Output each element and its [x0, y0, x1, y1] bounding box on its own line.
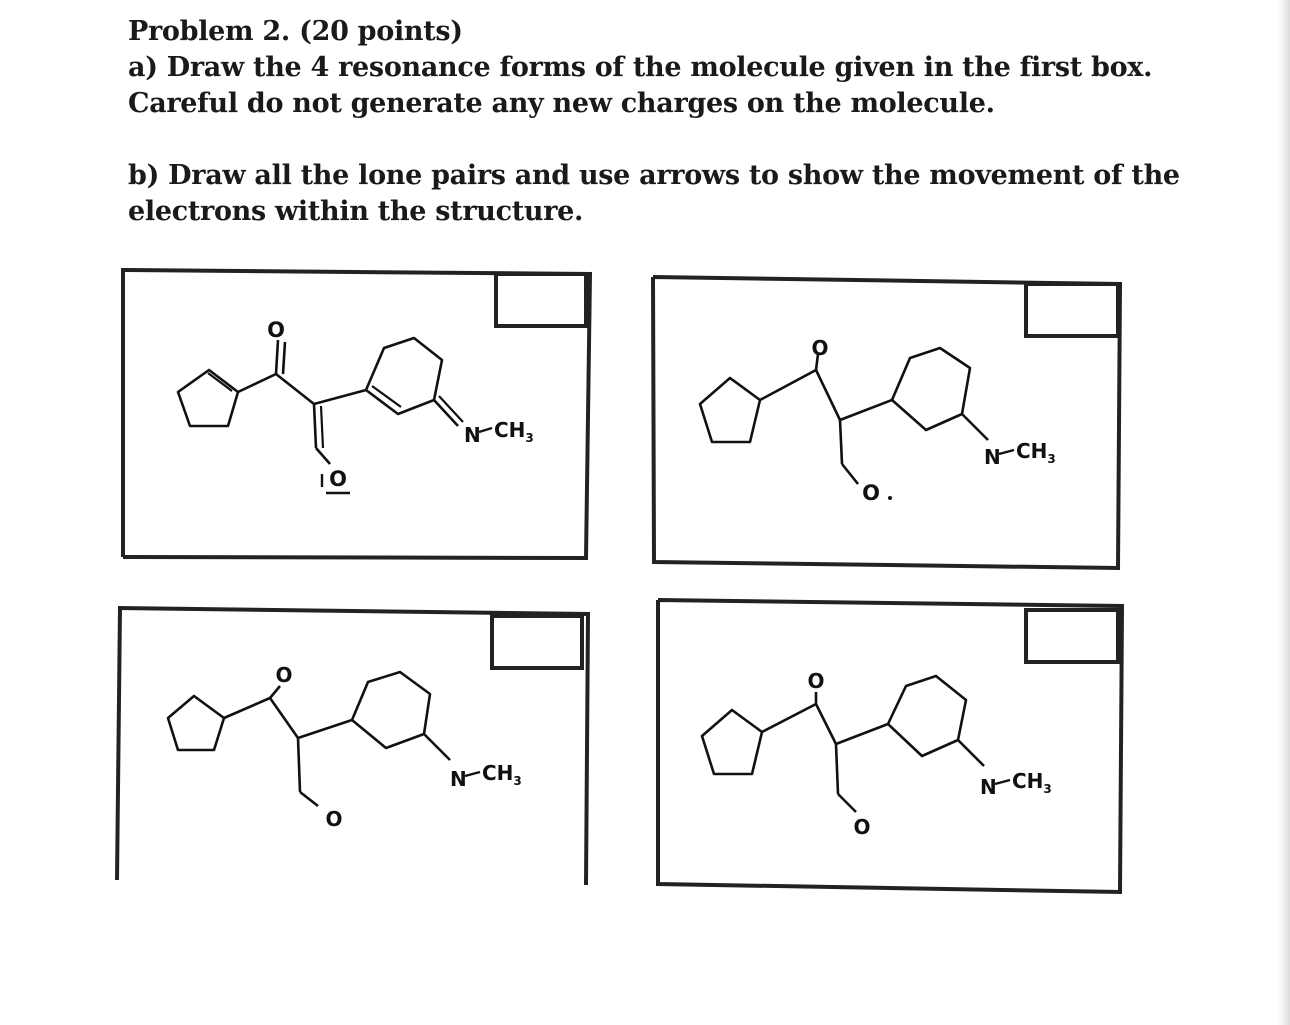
cyclohexyl-ring — [352, 672, 430, 748]
cyclopentyl-ring — [168, 696, 224, 750]
double-bond — [321, 406, 323, 448]
problem-title: Problem 2. (20 points) — [128, 16, 463, 47]
structure-box-4[interactable] — [650, 594, 1130, 894]
carbonyl-oxygen: O — [807, 669, 825, 693]
score-box — [492, 616, 582, 668]
bond — [238, 374, 276, 392]
bond — [836, 724, 888, 744]
bond — [270, 698, 298, 738]
bond — [840, 420, 842, 464]
bond — [836, 744, 838, 794]
carbonyl-oxygen: O — [267, 318, 285, 342]
amine-nitrogen: N — [464, 423, 481, 447]
bond — [276, 374, 314, 404]
methyl-group: $CH_3$ — [1012, 769, 1052, 796]
cyclopentyl-ring — [700, 378, 760, 442]
page-edge-shadow — [1278, 0, 1290, 1025]
structure-box-1[interactable] — [118, 262, 598, 562]
part-a-instruction: a) Draw the 4 resonance forms of the molecule given in the first box. Careful do not generate any new charges on the molecule. — [128, 52, 1153, 119]
part-b-instruction: b) Draw all the lone pairs and use arrows to show the movement of the electrons within the structure. — [128, 160, 1180, 227]
carbonyl-double-bond — [283, 342, 285, 374]
bond — [224, 698, 270, 718]
paragraph-gap — [128, 122, 1248, 158]
score-box — [1026, 284, 1118, 336]
answer-box-frame — [658, 600, 1122, 892]
carbonyl-bond — [270, 686, 280, 698]
n-methyl-bond — [995, 780, 1010, 784]
n-methyl-bond — [999, 450, 1014, 454]
molecule-structure — [700, 348, 988, 484]
bond — [314, 390, 366, 404]
cyclohexyl-ring — [892, 348, 970, 430]
structure-box-2[interactable] — [648, 272, 1128, 572]
problem-statement — [128, 14, 1248, 230]
ether-oxygen: O — [329, 467, 347, 491]
bond — [838, 794, 856, 812]
answer-box-frame — [117, 608, 588, 885]
amine-nitrogen: N — [450, 767, 467, 791]
lone-pair-dot — [888, 496, 892, 500]
cyclohexyl-ring — [888, 676, 966, 756]
bond — [300, 792, 318, 806]
bond — [298, 720, 352, 738]
bond — [816, 704, 836, 744]
bond — [958, 740, 984, 766]
carbonyl-oxygen: O — [811, 336, 829, 360]
cyclopentyl-ring — [178, 370, 238, 426]
ether-oxygen: O — [325, 807, 343, 831]
molecule-structure — [168, 672, 450, 806]
molecule-structure — [178, 338, 463, 464]
structure-box-3[interactable] — [112, 600, 592, 900]
bond — [962, 414, 988, 440]
bond — [816, 370, 840, 420]
bond — [424, 734, 450, 760]
n-methyl-bond — [465, 772, 480, 776]
methyl-group: $CH_3$ — [494, 418, 534, 445]
bond — [762, 704, 816, 732]
answer-box-frame — [123, 270, 590, 558]
bond — [840, 400, 892, 420]
bond — [298, 738, 300, 792]
amine-nitrogen: N — [984, 445, 1001, 469]
bond — [316, 448, 330, 464]
score-box — [1026, 610, 1118, 662]
bond — [760, 370, 816, 400]
ether-oxygen: O — [862, 481, 880, 505]
ether-oxygen: O — [853, 815, 871, 839]
answer-box-frame — [653, 277, 1120, 568]
carbonyl-oxygen: O — [275, 663, 293, 687]
cyclopentyl-ring — [702, 710, 762, 774]
methyl-group: $CH_3$ — [482, 761, 522, 788]
carbonyl-bond — [276, 340, 278, 374]
amine-nitrogen: N — [980, 775, 997, 799]
ring-double-bond — [208, 373, 232, 391]
score-box — [496, 274, 586, 326]
molecule-structure — [702, 676, 984, 812]
cyclohexyl-ring — [366, 338, 442, 414]
bond — [314, 404, 316, 448]
methyl-group: $CH_3$ — [1016, 439, 1056, 466]
n-methyl-bond — [479, 428, 492, 432]
bond — [842, 464, 858, 484]
